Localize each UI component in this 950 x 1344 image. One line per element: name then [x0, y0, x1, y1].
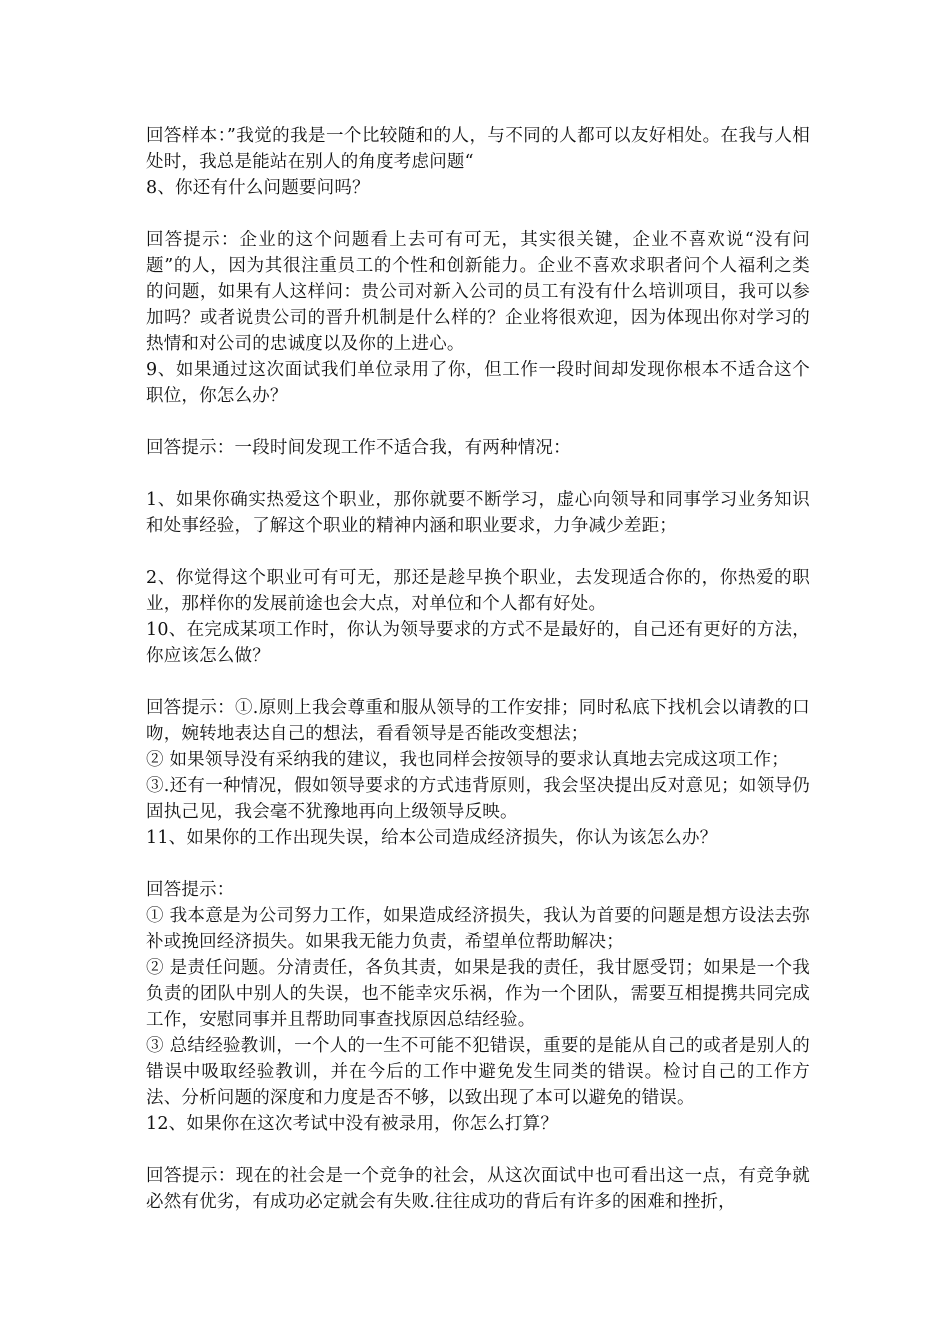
answer-10-point-2: ② 如果领导没有采纳我的建议，我也同样会按领导的要求认真地去完成这项工作；: [146, 750, 789, 770]
blank-line: [146, 1137, 810, 1163]
answer-11-point-2: ② 是责任问题。分清责任，各负其责，如果是我的责任，我甘愿受罚；如果是一个我负责的团队中别人的失误，也不能幸灾乐祸，作为一个团队，需要互相提携共同完成工作，安慰同事并且帮助同事查找原因总结经验。: [146, 958, 810, 1030]
question-9: 9、如果通过这次面试我们单位录用了你，但工作一段时间却发现你根本不适合这个职位，你怎么办？: [146, 360, 810, 406]
blank-line: [146, 851, 810, 877]
answer-hint-11-label: 回答提示：: [146, 880, 235, 900]
answer-11-point-3: ③ 总结经验教训，一个人的一生不可能不犯错误，重要的是能从自己的或者是别人的错误中吸取经验教训，并在今后的工作中避免发生同类的错误。检讨自己的工作方法、分析问题的深度和力度是否不够，以致出现了本可以避免的错误。: [146, 1036, 810, 1108]
answer-11-point-1: ① 我本意是为公司努力工作，如果造成经济损失，我认为首要的问题是想方设法去弥补或挽回经济损失。如果我无能力负责，希望单位帮助解决；: [146, 906, 810, 952]
blank-line: [146, 409, 810, 435]
blank-line: [146, 201, 810, 227]
answer-sample-paragraph: 回答样本：”我觉的我是一个比较随和的人，与不同的人都可以友好相处。在我与人相处时，我总是能站在别人的角度考虑问题“: [146, 126, 810, 172]
question-8: 8、你还有什么问题要问吗？: [146, 178, 370, 198]
blank-line: [146, 539, 810, 565]
blank-line: [146, 669, 810, 695]
answer-hint-12: 回答提示：现在的社会是一个竞争的社会，从这次面试中也可看出这一点，有竞争就必然有优劣，有成功必定就会有失败.往往成功的背后有许多的困难和挫折，: [146, 1166, 810, 1212]
blank-line: [146, 461, 810, 487]
answer-hint-9: 回答提示：一段时间发现工作不适合我，有两种情况：: [146, 438, 571, 458]
answer-hint-10-point-1: 回答提示：①.原则上我会尊重和服从领导的工作安排；同时私底下找机会以请教的口吻，婉转地表达自己的想法，看看领导是否能改变想法；: [146, 698, 810, 744]
answer-10-point-3: ③.还有一种情况，假如领导要求的方式违背原则，我会坚决提出反对意见；如领导仍固执己见，我会毫不犹豫地再向上级领导反映。: [146, 776, 810, 822]
question-12: 12、如果你在这次考试中没有被录用，你怎么打算？: [146, 1114, 559, 1134]
question-10: 10、在完成某项工作时，你认为领导要求的方式不是最好的，自己还有更好的方法，你应该怎么做？: [146, 620, 810, 666]
answer-9-point-1: 1、如果你确实热爱这个职业，那你就要不断学习，虚心向领导和同事学习业务知识和处事经验，了解这个职业的精神内涵和职业要求，力争减少差距；: [146, 490, 810, 536]
answer-9-point-2: 2、你觉得这个职业可有可无，那还是趁早换个职业，去发现适合你的，你热爱的职业，那样你的发展前途也会大点，对单位和个人都有好处。: [146, 568, 810, 614]
answer-hint-8: 回答提示：企业的这个问题看上去可有可无，其实很关键，企业不喜欢说“没有问题”的人，因为其很注重员工的个性和创新能力。企业不喜欢求职者问个人福利之类的问题，如果有人这样问：贵公司对新入公司的员工有没有什么培训项目，我可以参加吗？或者说贵公司的晋升机制是什么样的？企业将很欢迎，因为体现出你对学习的热情和对公司的忠诚度以及你的上进心。: [146, 230, 810, 354]
document-body: [146, 123, 810, 1215]
question-11: 11、如果你的工作出现失误，给本公司造成经济损失，你认为该怎么办？: [146, 828, 718, 848]
